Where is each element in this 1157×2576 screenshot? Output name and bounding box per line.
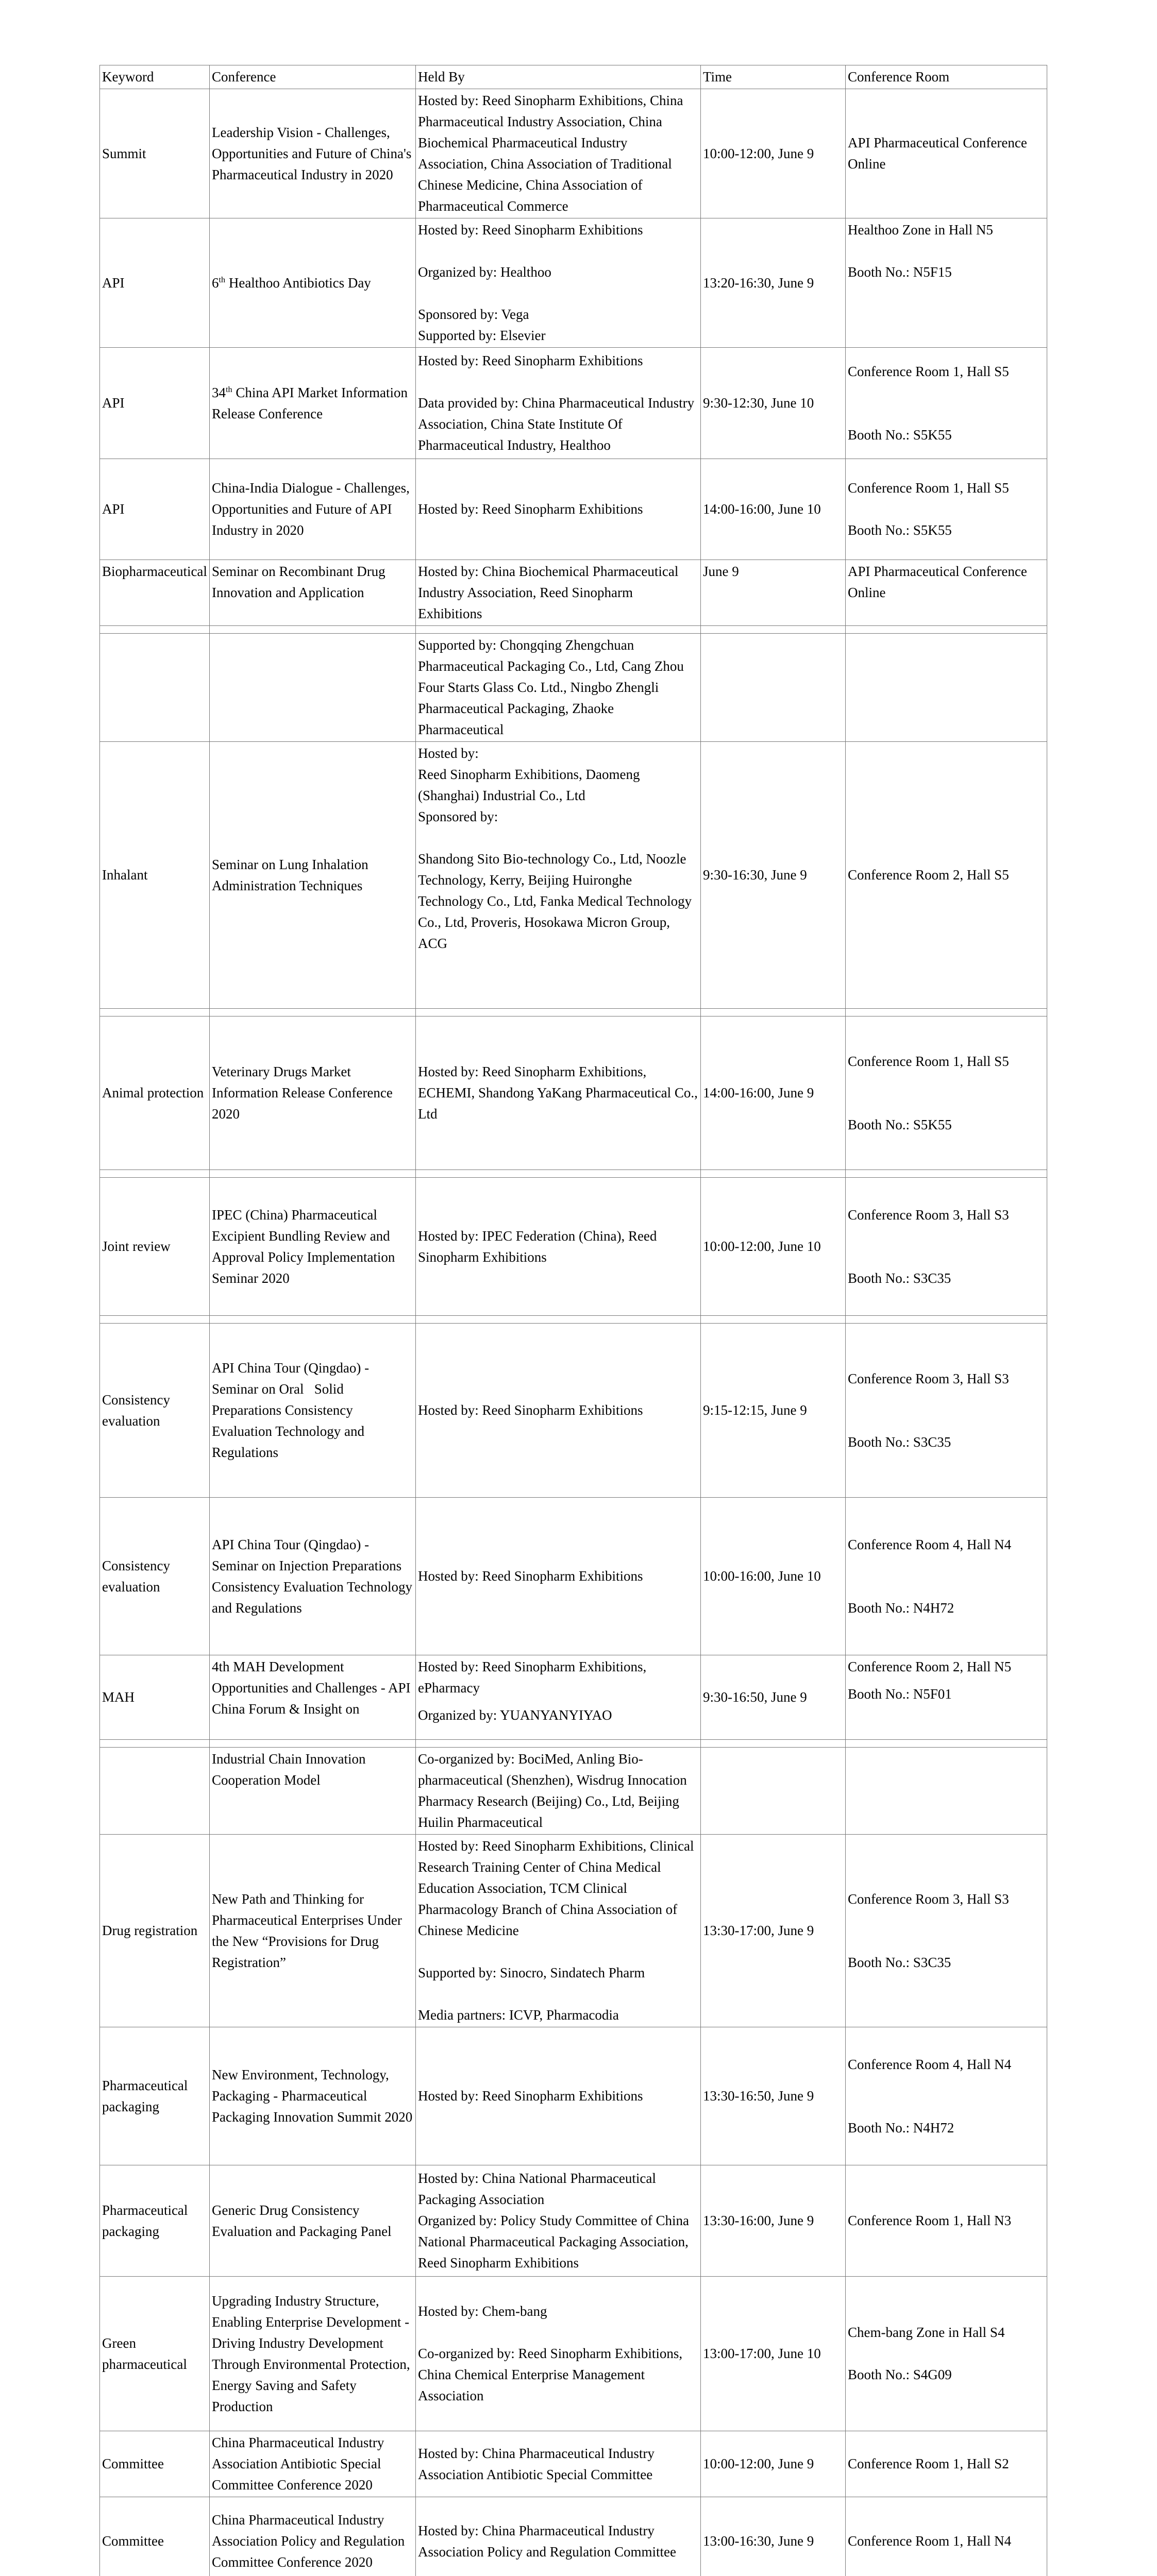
table-row [100, 1498, 1047, 1655]
room-line: Healthoo Zone in Hall N5 [848, 222, 993, 238]
header-time: Time [701, 65, 846, 89]
room-line: API Pharmaceutical Conference Online [848, 135, 1027, 172]
held-by-cell [416, 2165, 701, 2277]
held-by-line: Hosted by: China Pharmaceutical Industry Association Policy and Regulation Committee [418, 2522, 676, 2560]
held-by-line: Hosted by: Reed Sinopharm Exhibitions, ePharmacy [418, 1659, 647, 1696]
held-by-cell [416, 1324, 701, 1498]
room-cell [846, 1835, 1047, 2027]
held-by-line: Supported by: Elsevier [418, 328, 546, 343]
room-line: Conference Room 3, Hall S3 [848, 1891, 1009, 1907]
time-cell: June 9 [701, 560, 846, 626]
document-page [99, 65, 1047, 2576]
table-row [100, 348, 1047, 459]
keyword-cell: Joint review [100, 1178, 210, 1316]
time-cell: 9:30-16:50, June 9 [701, 1655, 846, 1740]
room-cell [846, 1324, 1047, 1498]
held-by-line: Hosted by: IPEC Federation (China), Reed Sinopharm Exhibitions [418, 1228, 657, 1265]
time-cell: 13:30-17:00, June 9 [701, 1835, 846, 2027]
time-cell: 10:00-12:00, June 9 [701, 2431, 846, 2497]
conference-title-rest: Healthoo Antibiotics Day [225, 275, 371, 291]
conference-cell: Industrial Chain Innovation Cooperation Model [210, 1748, 416, 1835]
held-by-cell [416, 1178, 701, 1316]
conference-cell: API China Tour (Qingdao) - Seminar on Oral Solid Preparations Consistency Evaluation Technology and Regulations [210, 1324, 416, 1498]
room-line: Booth No.: N4H72 [848, 1600, 954, 1616]
room-line: Conference Room 2, Hall N5 [848, 1659, 1012, 1674]
held-by-line: Hosted by: Reed Sinopharm Exhibitions [418, 1402, 643, 1418]
room-line: Conference Room 3, Hall S3 [848, 1207, 1009, 1223]
time-cell: 9:30-12:30, June 10 [701, 348, 846, 459]
conference-cell: Leadership Vision - Challenges, Opportunities and Future of China's Pharmaceutical Industry in 2020 [210, 89, 416, 218]
conference-cell: China Pharmaceutical Industry Association Antibiotic Special Committee Conference 2020 [210, 2431, 416, 2497]
conference-cell: Generic Drug Consistency Evaluation and Packaging Panel [210, 2165, 416, 2277]
held-by-line: Shandong Sito Bio-technology Co., Ltd, Noozle Technology, Kerry, Beijing Huironghe Technology Co., Ltd, Fanka Medical Technology Co., Ltd, Proveris, Hosokawa Micron Group, ACG [418, 851, 692, 951]
conference-cell: IPEC (China) Pharmaceutical Excipient Bundling Review and Approval Policy Implementation Seminar 2020 [210, 1178, 416, 1316]
room-line: Booth No.: S5K55 [848, 427, 952, 443]
conference-cell [210, 634, 416, 742]
time-cell: 13:30-16:00, June 9 [701, 2165, 846, 2277]
room-line: Conference Room 4, Hall N4 [848, 1536, 1012, 1552]
held-by-line: Reed Sinopharm Exhibitions, Daomeng (Shanghai) Industrial Co., Ltd [418, 767, 640, 803]
table-row [100, 1835, 1047, 2027]
table-row [100, 1324, 1047, 1498]
room-cell [846, 218, 1047, 348]
keyword-cell: Committee [100, 2431, 210, 2497]
held-by-cell [416, 459, 701, 560]
keyword-cell: Pharmaceutical packaging [100, 2027, 210, 2165]
held-by-cell [416, 1016, 701, 1170]
time-cell: 10:00-12:00, June 10 [701, 1178, 846, 1316]
held-by-line: Hosted by: China Biochemical Pharmaceutical Industry Association, Reed Sinopharm Exhibitions [418, 564, 679, 621]
table-row [100, 634, 1047, 742]
room-line: API Pharmaceutical Conference Online [848, 564, 1027, 600]
held-by-line: Media partners: ICVP, Pharmacodia [418, 2007, 619, 2023]
held-by-cell [416, 2431, 701, 2497]
time-cell: 13:20-16:30, June 9 [701, 218, 846, 348]
held-by-cell [416, 1655, 701, 1740]
held-by-line: Supported by: Sinocro, Sindatech Pharm [418, 1965, 645, 1980]
room-cell [846, 2277, 1047, 2431]
table-row [100, 2165, 1047, 2277]
conference-cell: New Environment, Technology, Packaging - Pharmaceutical Packaging Innovation Summit 2020 [210, 2027, 416, 2165]
room-line: Booth No.: N4H72 [848, 2120, 954, 2136]
held-by-cell [416, 1835, 701, 2027]
keyword-cell: Consistency evaluation [100, 1324, 210, 1498]
keyword-cell: Animal protection [100, 1016, 210, 1170]
table-row [100, 459, 1047, 560]
held-by-line: Co-organized by: Reed Sinopharm Exhibitions, China Chemical Enterprise Management Association [418, 2346, 683, 2403]
held-by-cell [416, 89, 701, 218]
time-cell: 13:00-17:00, June 10 [701, 2277, 846, 2431]
room-line: Conference Room 3, Hall S3 [848, 1370, 1009, 1386]
conference-cell: Seminar on Lung Inhalation Administration Techniques [210, 742, 416, 1009]
held-by-line: Organized by: Policy Study Committee of China National Pharmaceutical Packaging Association, Reed Sinopharm Exhibitions [418, 2213, 689, 2270]
table-row [100, 742, 1047, 1009]
held-by-cell [416, 348, 701, 459]
conference-cell: New Path and Thinking for Pharmaceutical Enterprises Under the New “Provisions for Drug Registration” [210, 1835, 416, 2027]
held-by-line: Hosted by: Reed Sinopharm Exhibitions, ECHEMI, Shandong YaKang Pharmaceutical Co., Ltd [418, 1064, 698, 1122]
room-line: Conference Room 1, Hall S5 [848, 480, 1009, 496]
held-by-cell [416, 2497, 701, 2576]
held-by-line: Hosted by: Reed Sinopharm Exhibitions [418, 353, 643, 368]
room-line: Booth No.: S5K55 [848, 1116, 952, 1132]
held-by-cell [416, 742, 701, 1009]
ordinal-suffix: th [219, 275, 226, 284]
room-cell [846, 1748, 1047, 1835]
held-by-cell [416, 2277, 701, 2431]
held-by-line: Hosted by: Reed Sinopharm Exhibitions [418, 501, 643, 517]
keyword-cell: Committee [100, 2497, 210, 2576]
held-by-cell [416, 218, 701, 348]
conference-number: 6 [212, 275, 219, 291]
table-row [100, 2277, 1047, 2431]
keyword-cell: Green pharmaceutical [100, 2277, 210, 2431]
keyword-cell [100, 1748, 210, 1835]
header-conference-room: Conference Room [846, 65, 1047, 89]
time-cell: 13:00-16:30, June 9 [701, 2497, 846, 2576]
keyword-cell: Drug registration [100, 1835, 210, 2027]
room-cell [846, 634, 1047, 742]
room-cell [846, 2027, 1047, 2165]
keyword-cell: Pharmaceutical packaging [100, 2165, 210, 2277]
room-cell [846, 459, 1047, 560]
header-conference: Conference [210, 65, 416, 89]
table-row [100, 1178, 1047, 1316]
table-row [100, 1655, 1047, 1740]
room-cell [846, 2165, 1047, 2277]
time-cell [701, 634, 846, 742]
room-cell [846, 89, 1047, 218]
room-line: Booth No.: S3C35 [848, 1270, 951, 1286]
held-by-line: Sponsored by: Vega [418, 307, 529, 322]
room-line: Booth No.: N5F15 [848, 264, 952, 280]
keyword-cell: API [100, 348, 210, 459]
conference-cell: China Pharmaceutical Industry Association Policy and Regulation Committee Conference 2020 [210, 2497, 416, 2576]
keyword-cell [100, 634, 210, 742]
conference-cell [210, 348, 416, 459]
time-cell: 13:30-16:50, June 9 [701, 2027, 846, 2165]
keyword-cell: API [100, 459, 210, 560]
time-cell: 14:00-16:00, June 10 [701, 459, 846, 560]
room-cell [846, 1016, 1047, 1170]
table-row [100, 2027, 1047, 2165]
room-cell [846, 1655, 1047, 1740]
room-cell [846, 2431, 1047, 2497]
held-by-line: Hosted by: Reed Sinopharm Exhibitions, Clinical Research Training Center of China Medical Education Association, TCM Clinical Pharmacology Branch of China Association of Chinese Medicine [418, 1838, 694, 1938]
conference-cell: Veterinary Drugs Market Information Release Conference 2020 [210, 1016, 416, 1170]
room-line: Conference Room 2, Hall S5 [848, 867, 1009, 883]
time-cell: 10:00-16:00, June 10 [701, 1498, 846, 1655]
held-by-cell [416, 560, 701, 626]
table-row [100, 1016, 1047, 1170]
held-by-cell [416, 634, 701, 742]
room-line: Booth No.: N5F01 [848, 1686, 952, 1702]
room-cell [846, 2497, 1047, 2576]
table-row [100, 218, 1047, 348]
keyword-cell: Inhalant [100, 742, 210, 1009]
time-cell: 9:30-16:30, June 9 [701, 742, 846, 1009]
conference-title-rest: China API Market Information Release Conference [212, 384, 408, 421]
held-by-line: Hosted by: Reed Sinopharm Exhibitions [418, 222, 643, 238]
table-row [100, 2431, 1047, 2497]
room-line: Conference Room 1, Hall N4 [848, 2533, 1012, 2549]
held-by-line: Hosted by: Reed Sinopharm Exhibitions, China Pharmaceutical Industry Association, China Biochemical Pharmaceutical Industry Association, China Association of Traditional Chinese Medicine, China Association of Pharmaceutical Commerce [418, 93, 683, 214]
ordinal-suffix: th [226, 384, 232, 394]
time-cell: 14:00-16:00, June 9 [701, 1016, 846, 1170]
room-line: Chem-bang Zone in Hall S4 [848, 2325, 1005, 2340]
room-cell [846, 348, 1047, 459]
held-by-cell [416, 1498, 701, 1655]
table-row [100, 560, 1047, 626]
held-by-line: Supported by: Chongqing Zhengchuan Pharmaceutical Packaging Co., Ltd, Cang Zhou Four Starts Glass Co. Ltd., Ningbo Zhengli Pharmaceutical Packaging, Zhaoke Pharmaceutical [418, 637, 684, 737]
held-by-line: Organized by: Healthoo [418, 264, 551, 280]
keyword-cell: Consistency evaluation [100, 1498, 210, 1655]
held-by-line: Sponsored by: [418, 809, 498, 824]
conference-number: 34 [212, 384, 226, 400]
room-line: Booth No.: S4G09 [848, 2367, 952, 2382]
held-by-cell [416, 1748, 701, 1835]
conference-cell: Seminar on Recombinant Drug Innovation and Application [210, 560, 416, 626]
time-cell: 10:00-12:00, June 9 [701, 89, 846, 218]
room-cell [846, 1178, 1047, 1316]
held-by-line: Organized by: YUANYANYIYAO [418, 1707, 612, 1723]
held-by-line: Hosted by: China Pharmaceutical Industry Association Antibiotic Special Committee [418, 2445, 655, 2482]
held-by-line: Hosted by: Reed Sinopharm Exhibitions [418, 1568, 643, 1584]
held-by-line: Co-organized by: BociMed, Anling Bio-pharmaceutical (Shenzhen), Wisdrug Innocation Pharmacy Research (Beijing) Co., Ltd, Beijing Huilin Pharmaceutical [418, 1751, 687, 1830]
table-row [100, 2497, 1047, 2576]
table-row [100, 89, 1047, 218]
held-by-line: Data provided by: China Pharmaceutical Industry Association, China State Institute Of Pharmaceutical Industry, Healthoo [418, 395, 695, 453]
room-cell [846, 1498, 1047, 1655]
header-keyword: Keyword [100, 65, 210, 89]
held-by-line: Hosted by: China National Pharmaceutical Packaging Association [418, 2171, 656, 2207]
room-line: Conference Room 1, Hall S5 [848, 363, 1009, 379]
keyword-cell: Biopharmaceutical [100, 560, 210, 626]
room-line: Conference Room 1, Hall S5 [848, 1053, 1009, 1069]
conference-cell: Upgrading Industry Structure, Enabling Enterprise Development - Driving Industry Development Through Environmental Protection, Energy Saving and Safety Production [210, 2277, 416, 2431]
held-by-line: Hosted by: [418, 745, 479, 761]
room-cell [846, 742, 1047, 1009]
held-by-line: Hosted by: Reed Sinopharm Exhibitions [418, 2088, 643, 2104]
held-by-cell [416, 2027, 701, 2165]
time-cell: 9:15-12:15, June 9 [701, 1324, 846, 1498]
room-line: Conference Room 1, Hall N3 [848, 2213, 1012, 2228]
room-line: Booth No.: S3C35 [848, 1434, 951, 1450]
conference-schedule-table [99, 65, 1047, 2576]
keyword-cell: MAH [100, 1655, 210, 1740]
time-cell [701, 1748, 846, 1835]
keyword-cell: API [100, 218, 210, 348]
table-row [100, 1748, 1047, 1835]
room-line: Booth No.: S3C35 [848, 1954, 951, 1970]
room-cell [846, 560, 1047, 626]
header-held-by: Held By [416, 65, 701, 89]
conference-cell: API China Tour (Qingdao) - Seminar on Injection Preparations Consistency Evaluation Technology and Regulations [210, 1498, 416, 1655]
conference-cell: 4th MAH Development Opportunities and Challenges - API China Forum & Insight on [210, 1655, 416, 1740]
conference-cell [210, 218, 416, 348]
table-header-row [100, 65, 1047, 89]
held-by-line: Hosted by: Chem-bang [418, 2303, 547, 2319]
room-line: Conference Room 1, Hall S2 [848, 2456, 1009, 2471]
room-line: Conference Room 4, Hall N4 [848, 2056, 1012, 2072]
keyword-cell: Summit [100, 89, 210, 218]
room-line: Booth No.: S5K55 [848, 522, 952, 538]
conference-cell: China-India Dialogue - Challenges, Opportunities and Future of API Industry in 2020 [210, 459, 416, 560]
